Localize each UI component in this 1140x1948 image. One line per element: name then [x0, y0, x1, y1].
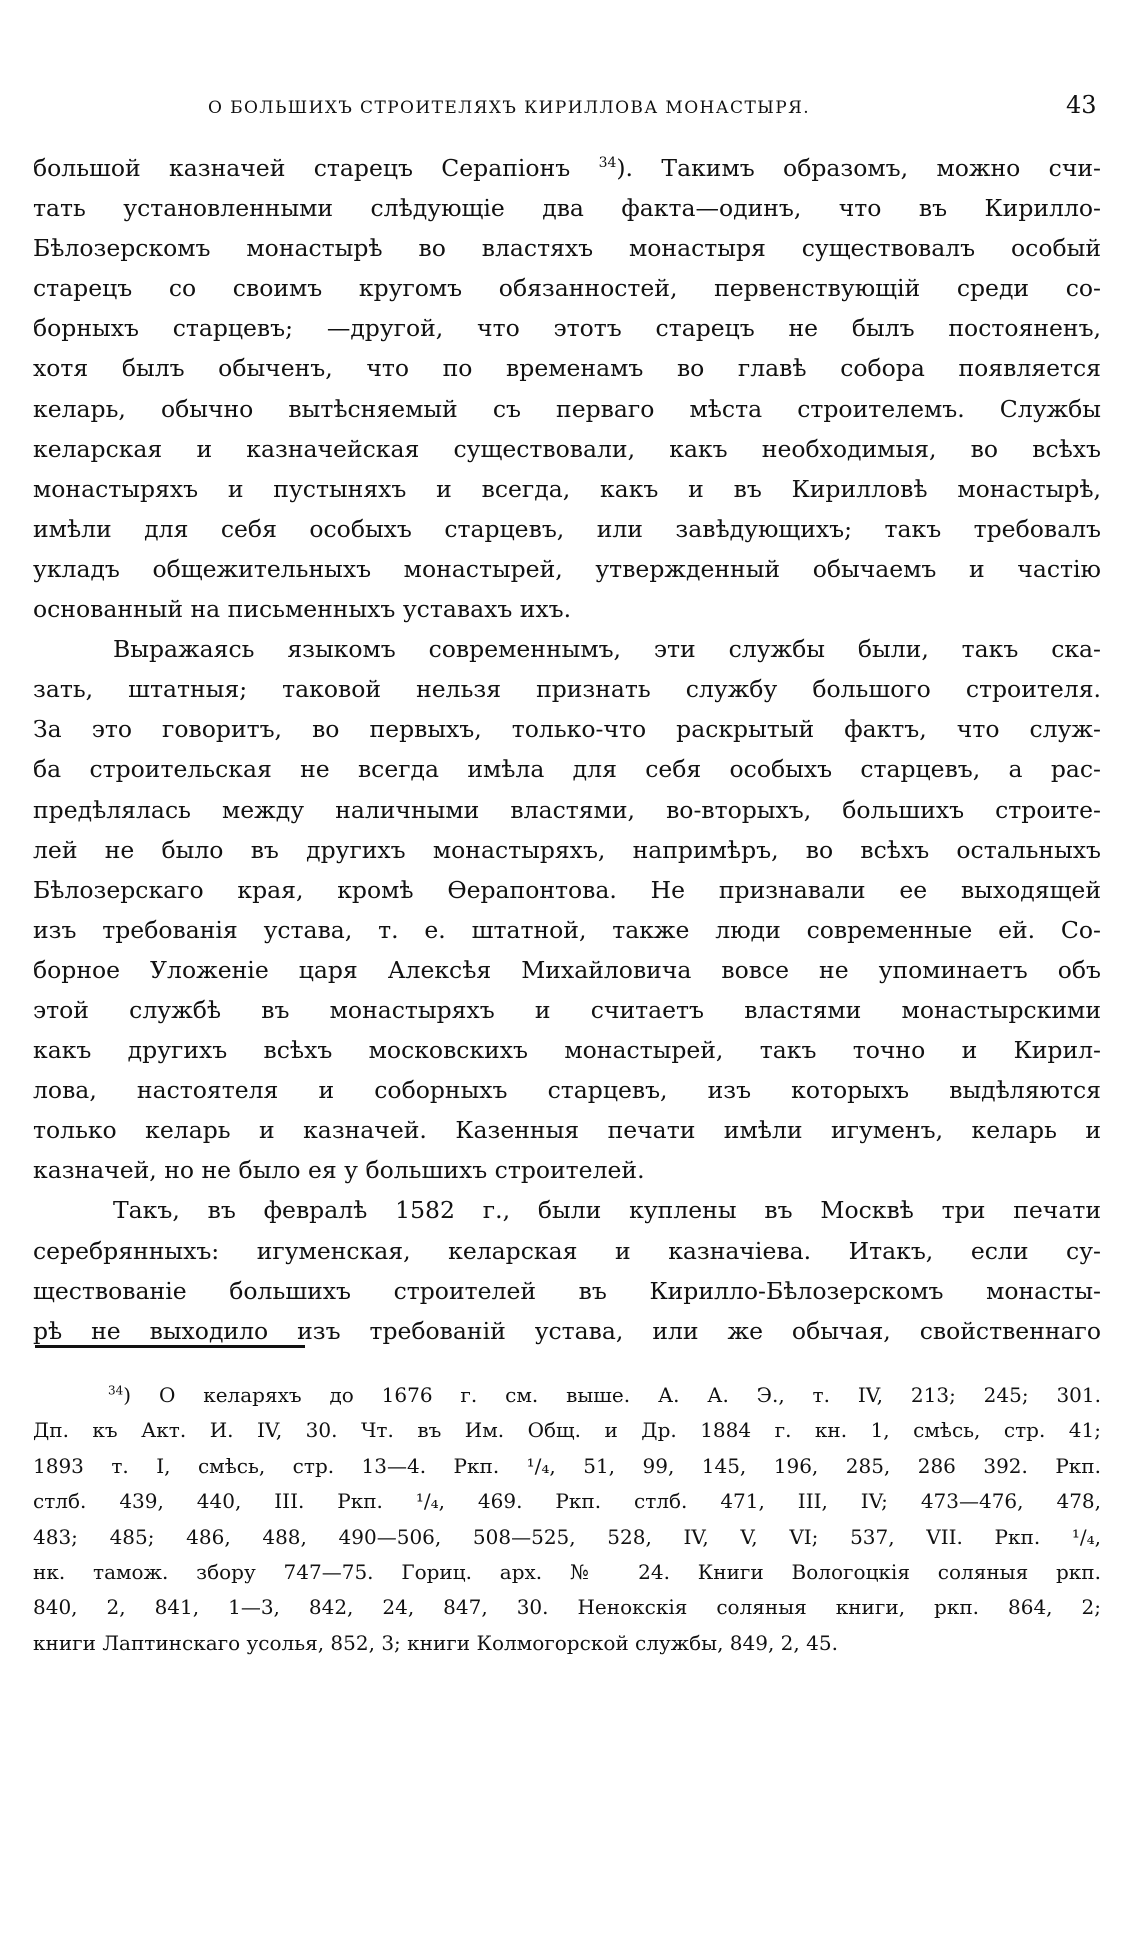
- text-line: лей не было въ другихъ монастыряхъ, напримѣръ, во всѣхъ остальныхъ: [33, 835, 1101, 864]
- footnote-number: 34: [108, 1383, 124, 1398]
- footnote-34: [33, 1378, 1101, 1661]
- text-line: борныхъ старцевъ; —другой, что этотъ старецъ не былъ постояненъ,: [33, 314, 1101, 343]
- text-line: ществованіе большихъ строителей въ Кирилло-Бѣлозерскомъ монасты-: [33, 1276, 1101, 1305]
- text-line: хотя былъ обыченъ, что по временамъ во главѣ собора появляется: [33, 354, 1101, 383]
- text-line: келарская и казначейская существовали, какъ необходимыя, во всѣхъ: [33, 434, 1101, 463]
- text-line: только келарь и казначей. Казенныя печати имѣли игуменъ, келарь и: [33, 1116, 1101, 1145]
- text-line: тать установленными слѣдующіе два факта—одинъ, что въ Кирилло-: [33, 194, 1101, 223]
- text-line: изъ требованія устава, т. е. штатной, также люди современные ей. Со-: [33, 915, 1101, 944]
- footnote-line: Дп. къ Акт. И. IV, 30. Чт. въ Им. Общ. и Др. 1884 г. кн. 1, смѣсь, стр. 41;: [33, 1418, 1101, 1443]
- footnote-divider: [35, 1345, 305, 1348]
- footnote-line: 1893 т. I, смѣсь, стр. 13—4. Ркп. ¹/₄, 51, 99, 145, 196, 285, 286 392. Ркп.: [33, 1453, 1101, 1478]
- text-line: казначей, но не было ея у большихъ строителей.: [33, 1156, 645, 1185]
- text-line: серебрянныхъ: игуменская, келарская и казначіева. Итакъ, если су-: [33, 1236, 1101, 1265]
- footnote-line: стлб. 439, 440, III. Ркп. ¹/₄, 469. Ркп. стлб. 471, III, IV; 473—476, 478,: [33, 1489, 1101, 1514]
- text-line: этой службѣ въ монастыряхъ и считаетъ властями монастырскими: [33, 995, 1101, 1024]
- paragraph-3: [33, 1190, 1101, 1350]
- running-title: О БОЛЬШИХЪ СТРОИТЕЛЯХЪ КИРИЛЛОВА МОНАСТЫРЯ.: [208, 98, 811, 118]
- text-line: Бѣлозерскомъ монастырѣ во властяхъ монастыря существовалъ особый: [33, 234, 1101, 263]
- text-line: предѣлялась между наличными властями, во-вторыхъ, большихъ строите-: [33, 795, 1101, 824]
- page-number: 43: [1066, 91, 1097, 119]
- text-line: зать, штатныя; таковой нельзя признать службу большого строителя.: [33, 675, 1101, 704]
- text-line: монастыряхъ и пустыняхъ и всегда, какъ и въ Кирилловѣ монастырѣ,: [33, 474, 1101, 503]
- text-line: Выражаясь языкомъ современнымъ, эти службы были, такъ ска-: [113, 635, 1101, 664]
- footnote-line: нк. тамож. збору 747—75. Гориц. арх. № 24. Книги Вологоцкія соляныя ркп.: [33, 1559, 1101, 1584]
- paragraph-2: [33, 629, 1101, 1190]
- text-line: укладъ общежительныхъ монастырей, утвержденный обычаемъ и частію: [33, 554, 1101, 583]
- text-line: какъ другихъ всѣхъ московскихъ монастырей, такъ точно и Кирил-: [33, 1036, 1101, 1065]
- text-line: имѣли для себя особыхъ старцевъ, или завѣдующихъ; такъ требовалъ: [33, 514, 1101, 543]
- text-line: ба строительская не всегда имѣла для себя особыхъ старцевъ, а рас-: [33, 755, 1101, 784]
- footnote-line: $^{34}$) О келаряхъ до 1676 г. см. выше. А. А. Э., т. IV, 213; 245; 301.: [108, 1383, 1101, 1407]
- footnote-ref: 34: [598, 155, 617, 172]
- paragraph-1: [33, 148, 1101, 629]
- text-line: лова, настоятеля и соборныхъ старцевъ, изъ которыхъ выдѣляются: [33, 1076, 1101, 1105]
- footnote-line: 483; 485; 486, 488, 490—506, 508—525, 528, IV, V, VI; 537, VII. Ркп. ¹/₄,: [33, 1524, 1101, 1549]
- text-line: старецъ со своимъ кругомъ обязанностей, первенствующій среди со-: [33, 274, 1101, 303]
- text-line: борное Уложеніе царя Алексѣя Михайловича вовсе не упоминаетъ объ: [33, 955, 1101, 984]
- text-line: келарь, обычно вытѣсняемый съ перваго мѣста строителемъ. Службы: [33, 394, 1101, 423]
- text-line: рѣ не выходило изъ требованій устава, или же обычая, свойственнаго: [33, 1316, 1101, 1345]
- text-line: большой казначей старецъ Серапіонъ $^{34}$). Такимъ образомъ, можно счи-: [33, 154, 1101, 182]
- footnote-line: 840, 2, 841, 1—3, 842, 24, 847, 30. Ненокскія соляныя книги, ркп. 864, 2;: [33, 1595, 1101, 1620]
- text-line: За это говоритъ, во первыхъ, только-что раскрытый фактъ, что служ-: [33, 715, 1101, 744]
- text-line: Бѣлозерскаго края, кромѣ Ѳерапонтова. Не признавали ее выходящей: [33, 875, 1101, 904]
- text-line: основанный на письменныхъ уставахъ ихъ.: [33, 595, 572, 624]
- main-text: [33, 148, 1101, 1351]
- footnote-line: книги Лаптинскаго усолья, 852, 3; книги Колмогорской службы, 849, 2, 45.: [33, 1630, 838, 1655]
- text-line: Такъ, въ февралѣ 1582 г., были куплены въ Москвѣ три печати: [113, 1196, 1101, 1225]
